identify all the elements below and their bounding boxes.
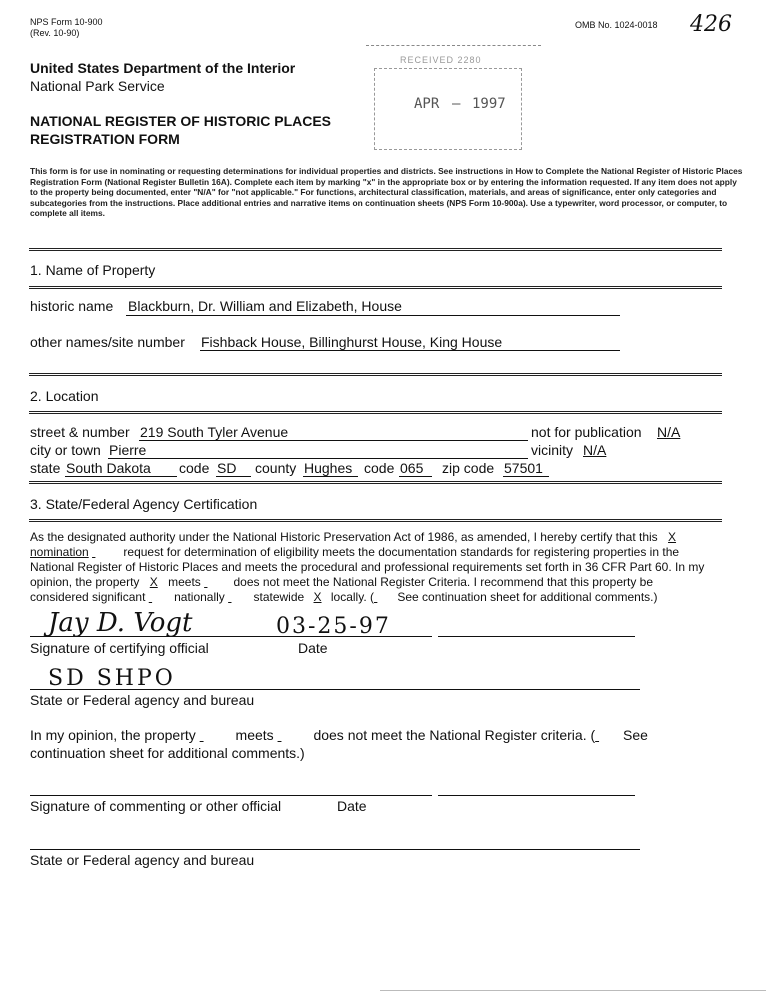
section-separator <box>29 286 722 289</box>
city-label: city or town <box>30 442 101 458</box>
opinion-line-1 <box>30 727 648 743</box>
section2-heading: 2. Location <box>30 388 99 404</box>
historic-name-label: historic name <box>30 298 114 314</box>
zip-value[interactable]: 57501 <box>504 460 543 476</box>
statewide-checkbox[interactable] <box>228 590 250 605</box>
cert-line-5 <box>30 590 704 605</box>
cert-text-2: request for determination of eligibility meets the documentation standards for registering properties in the <box>123 545 680 559</box>
section-separator <box>29 248 722 251</box>
section3-heading: 3. State/Federal Agency Certification <box>30 496 258 512</box>
street-value[interactable]: 219 South Tyler Avenue <box>140 424 289 440</box>
meets-checkbox[interactable]: X <box>149 575 158 589</box>
cert-text-5c: statewide <box>253 590 305 604</box>
request-checkbox[interactable] <box>92 545 120 560</box>
cert-text-5a: considered significant <box>30 590 146 604</box>
vicinity-label: vicinity <box>531 442 574 458</box>
cert-line-1 <box>30 530 704 545</box>
agency-line <box>30 689 640 690</box>
opinion-continuation-checkbox[interactable] <box>595 727 619 743</box>
comment-signature-label: Signature of commenting or other official <box>30 798 282 814</box>
handwritten-page-number: 426 <box>690 12 732 37</box>
cert-text-4b: meets <box>168 575 201 589</box>
vicinity-value[interactable]: N/A <box>583 442 607 458</box>
comment-agency-label: State or Federal agency and bureau <box>30 852 255 868</box>
state-value[interactable]: South Dakota <box>66 460 151 476</box>
comment-agency-line <box>30 849 640 850</box>
stamp-month: APR <box>414 96 440 112</box>
signature-label: Signature of certifying official <box>30 640 209 656</box>
city-line <box>108 458 528 459</box>
section-separator <box>29 373 722 376</box>
opinion-meets-checkbox[interactable] <box>200 727 232 743</box>
other-names-value[interactable]: Fishback House, Billinghurst House, King House <box>201 334 503 350</box>
section-separator <box>29 411 722 414</box>
cert-line-4 <box>30 575 704 590</box>
comment-signature-line-extra <box>438 795 635 796</box>
other-names-line <box>200 350 620 351</box>
state-code-label: code <box>179 460 210 476</box>
stamp-year: 1997 <box>472 96 506 112</box>
opinion-line-2: continuation sheet for additional comments.) <box>30 745 305 761</box>
form-title-line2: REGISTRATION FORM <box>30 131 180 147</box>
service-name: National Park Service <box>30 78 165 94</box>
county-line <box>303 476 358 477</box>
cert-text-1: As the designated authority under the National Historic Preservation Act of 1986, as amended, I hereby certify that this <box>30 530 658 544</box>
zip-line <box>503 476 549 477</box>
cert-text-5d: locally. ( <box>330 590 374 604</box>
certifying-signature: Jay D. Vogt <box>48 608 193 638</box>
section-separator <box>29 481 722 484</box>
opinion-text-1d: See <box>623 727 648 743</box>
form-instructions: This form is for use in nominating or requesting determinations for individual properties and districts. See instructions in How to Complete the National Register of Historic Places Registration Form (National Register Bulletin 16A). Complete each item by marking "x" in the appropriate box or by entering the information requested. If any item does not apply to the property being documented, enter "N/A" for "not applicable." For functions, architectural classification, materials, and areas of significance, enter only categories and subcategories from the instructions. Place additional entries and narrative items on continuation sheets (NPS Form 10-900a). Use a typewriter, word processor, or computer, to complete all items. <box>30 166 743 219</box>
street-line <box>139 440 528 441</box>
form-revision: (Rev. 10-90) <box>30 28 80 38</box>
state-label: state <box>30 460 61 476</box>
signature-line <box>30 636 432 637</box>
zip-label: zip code <box>442 460 495 476</box>
certification-paragraph <box>30 530 704 605</box>
not-for-publication-label: not for publication <box>531 424 642 440</box>
continuation-checkbox[interactable] <box>374 590 394 605</box>
form-title-line1: NATIONAL REGISTER OF HISTORIC PLACES <box>30 113 332 129</box>
signature-date-label: Date <box>298 640 328 656</box>
county-code-value[interactable]: 065 <box>400 460 424 476</box>
county-value[interactable]: Hughes <box>304 460 353 476</box>
form-number: NPS Form 10-900 <box>30 17 103 27</box>
cert-text-5b: nationally <box>174 590 225 604</box>
omb-number: OMB No. 1024-0018 <box>575 20 658 30</box>
not-for-publication-value[interactable]: N/A <box>657 424 681 440</box>
cert-text-4a: opinion, the property <box>30 575 140 589</box>
comment-date-label: Date <box>337 798 367 814</box>
signature-line-extra <box>438 636 635 637</box>
opinion-text-1b: meets <box>235 727 274 743</box>
scan-edge <box>380 990 766 991</box>
department-name: United States Department of the Interior <box>30 60 296 76</box>
does-not-meet-checkbox[interactable] <box>204 575 230 590</box>
agency-handwritten: SD SHPO <box>48 666 176 691</box>
cert-nomination-label: nomination <box>30 545 89 559</box>
street-label: street & number <box>30 424 130 440</box>
section1-heading: 1. Name of Property <box>30 262 156 278</box>
historic-name-value[interactable]: Blackburn, Dr. William and Elizabeth, House <box>128 298 402 314</box>
comment-signature-line <box>30 795 432 796</box>
agency-label: State or Federal agency and bureau <box>30 692 255 708</box>
cert-line-2 <box>30 545 704 560</box>
opinion-text-1a: In my opinion, the property <box>30 727 196 743</box>
cert-line-3: National Register of Historic Places and meets the procedural and professional requirements set forth in 36 CFR Part 60. In my <box>30 560 705 574</box>
state-code-value[interactable]: SD <box>217 460 237 476</box>
cert-text-5e: See continuation sheet for additional comments.) <box>397 590 658 604</box>
other-names-label: other names/site number <box>30 334 185 350</box>
opinion-text-1c: does not meet the National Register criteria. ( <box>313 727 596 743</box>
nationally-checkbox[interactable] <box>149 590 171 605</box>
county-label: county <box>255 460 297 476</box>
certifying-date-handwritten: 03-25-97 <box>276 614 391 639</box>
city-value[interactable]: Pierre <box>109 442 147 458</box>
section-separator <box>29 519 722 522</box>
opinion-does-not-meet-checkbox[interactable] <box>278 727 310 743</box>
cert-text-4c: does not meet the National Register Criteria. I recommend that this property be <box>233 575 654 589</box>
stamp-dash: – <box>452 96 461 112</box>
locally-checkbox[interactable]: X <box>313 590 322 604</box>
stamp-received-text: RECEIVED 2280 <box>400 55 482 65</box>
historic-name-line <box>126 315 620 316</box>
state-line <box>65 476 177 477</box>
county-code-line <box>399 476 432 477</box>
nomination-checkbox[interactable]: X <box>668 530 677 544</box>
state-code-line <box>216 476 251 477</box>
county-code-label: code <box>364 460 395 476</box>
